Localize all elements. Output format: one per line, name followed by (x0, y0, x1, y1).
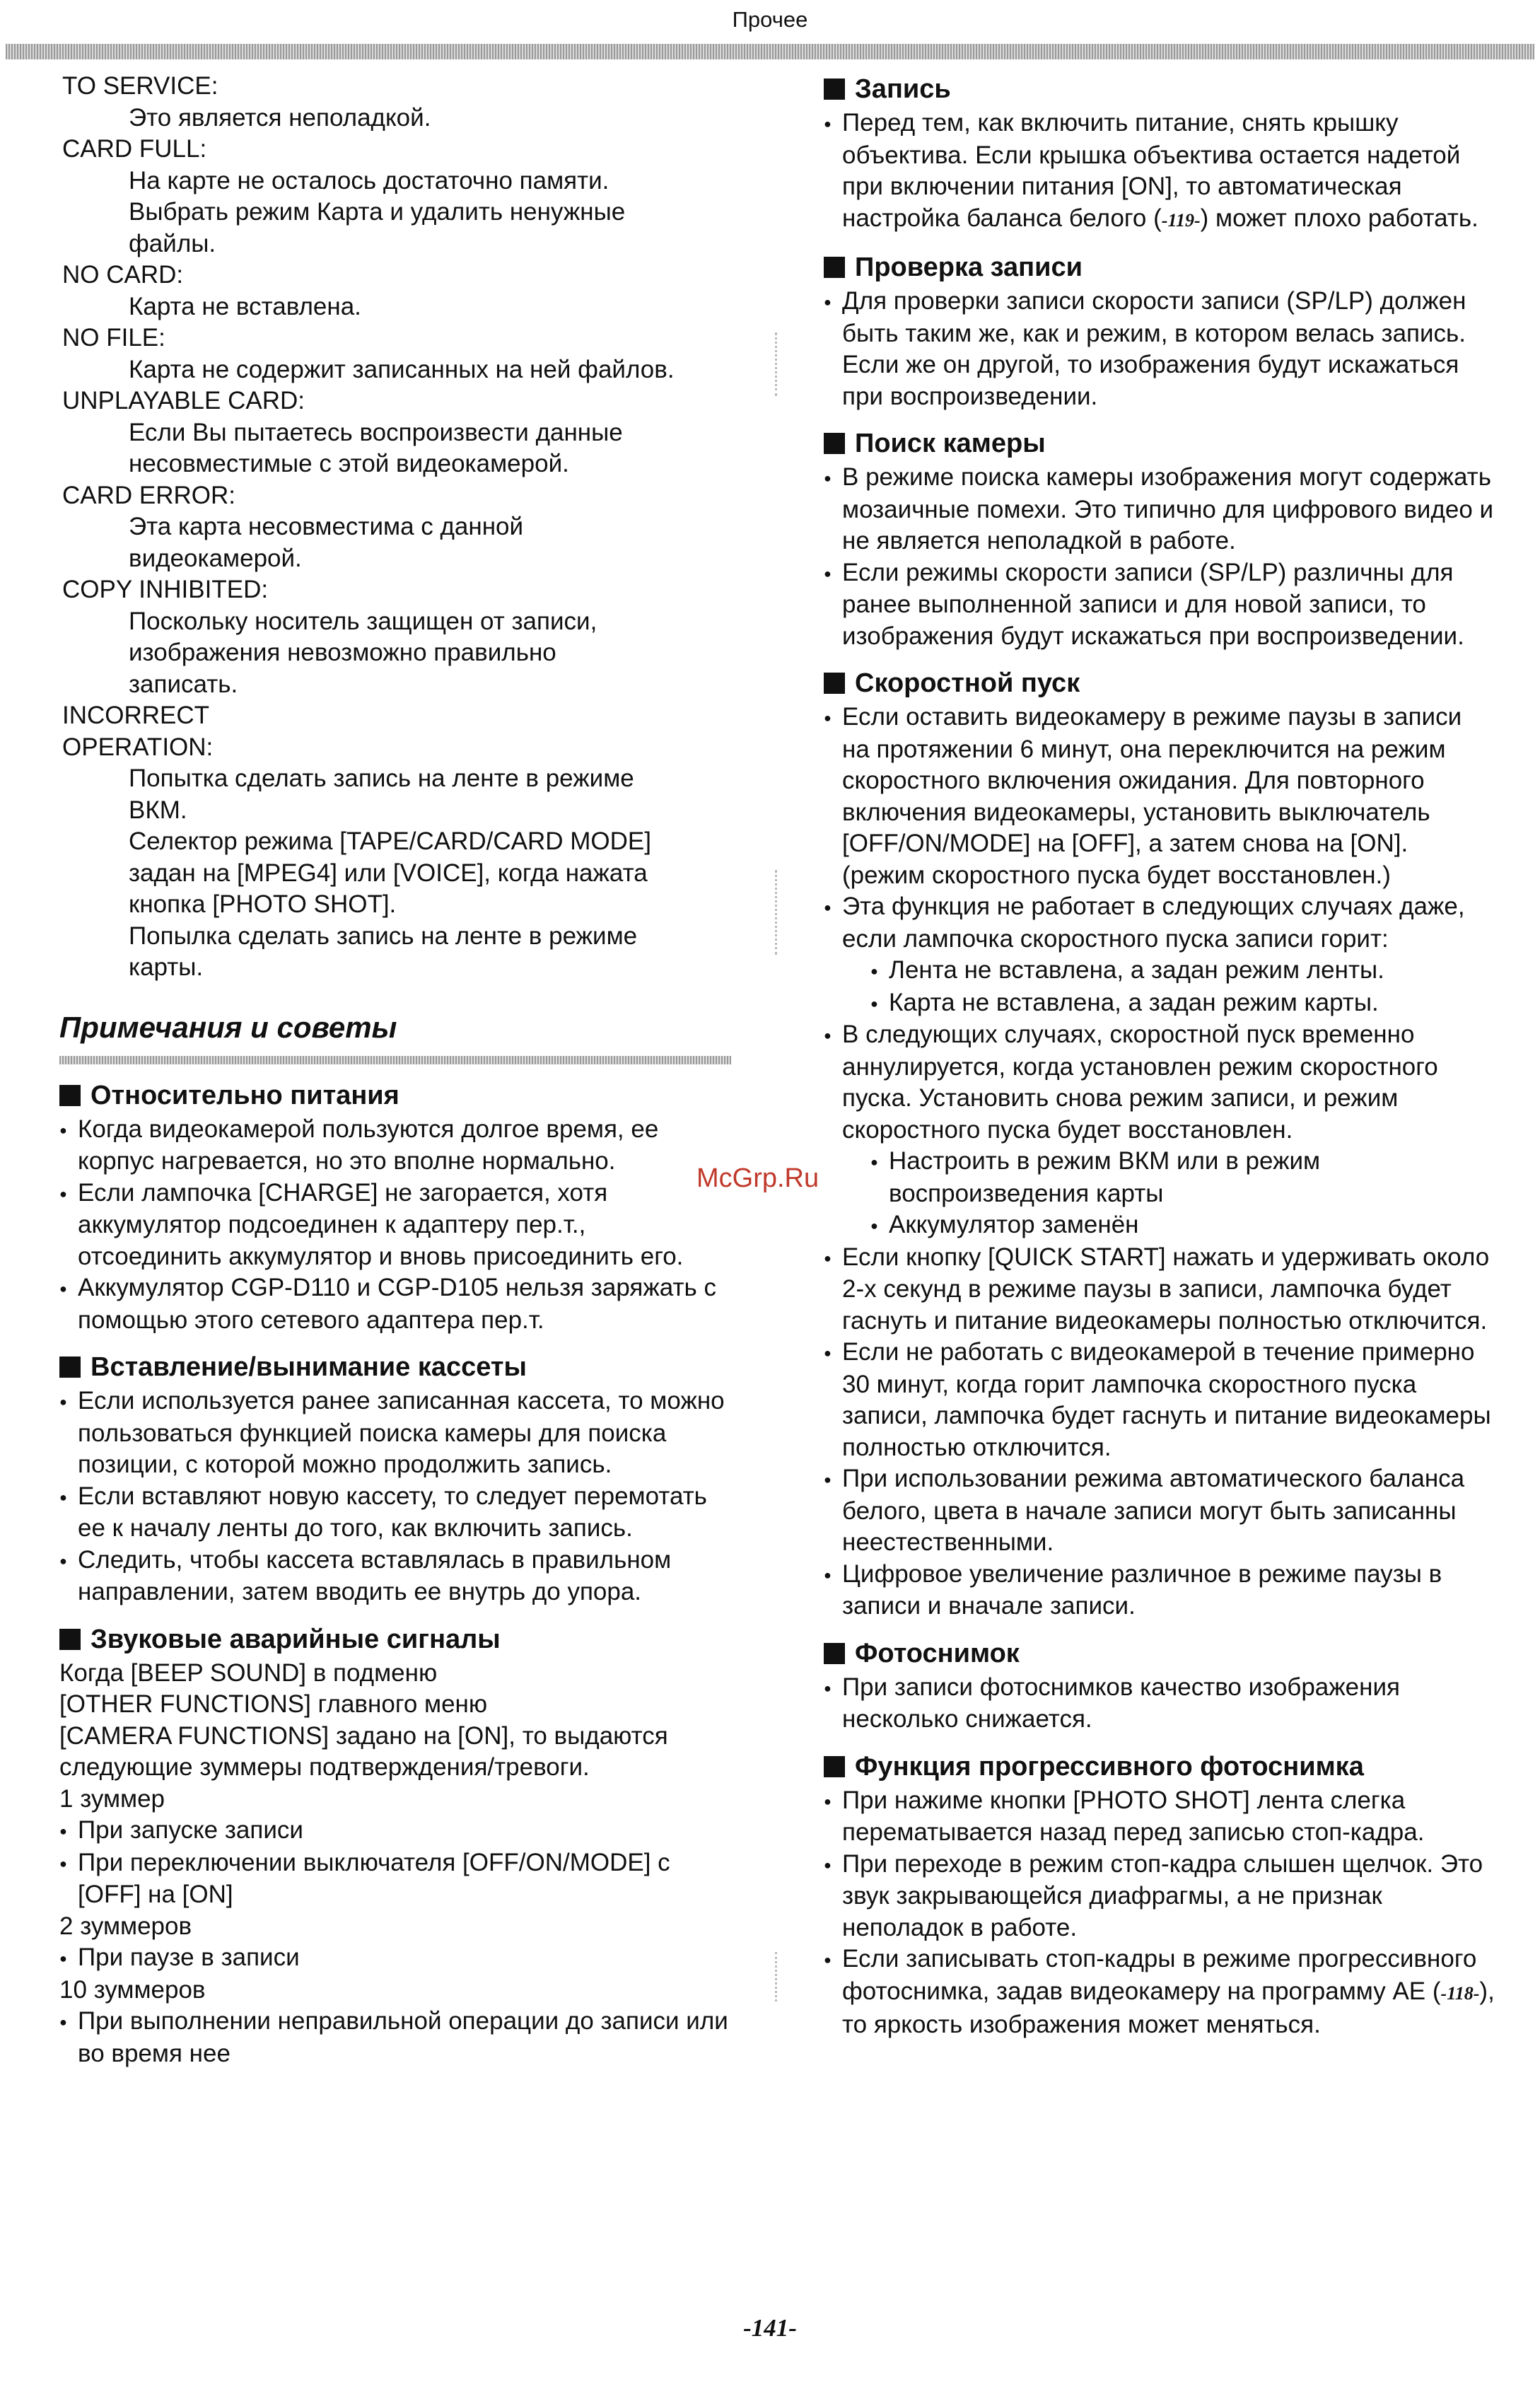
bullet-item: ● При запуске записи (59, 1815, 731, 1847)
message-code: CARD ERROR: (62, 481, 236, 509)
bullet-item: ● Эта функция не работает в следующих случаях даже, если лампочка скоростного пуска записи горит: (824, 891, 1495, 955)
message-description: ВКМ. (129, 796, 187, 824)
message-code: TO SERVICE: (62, 72, 218, 100)
header-band (6, 44, 1534, 59)
message-code: COPY INHIBITED: (62, 576, 269, 603)
message-description: Карта не вставлена. (129, 292, 361, 320)
bullet-item: ● Если режимы скорости записи (SP/LP) различны для ранее выполненной записи и для новой записи, то изображения будут искажаться при воспроизведении. (824, 557, 1495, 653)
message-description: Попылка сделать запись на ленте в режиме (129, 922, 638, 950)
message-description: Селектор режима [TAPE/CARD/CARD MODE] (129, 827, 651, 855)
bullet-item: ● Если кнопку [QUICK START] нажать и удерживать около 2-х секунд в режиме паузы в записи, лампочка будет гаснуть и питание видеокамеры полностью отключится. (824, 1242, 1495, 1337)
section-title: Поиск камеры (824, 425, 1495, 462)
message-description: На карте не осталось достаточно памяти. (129, 166, 609, 194)
beep-intro (59, 1658, 731, 1784)
bullet-item: ● Когда видеокамерой пользуются долгое время, ее корпус нагревается, но это вполне нормально. (59, 1114, 731, 1178)
section-title: Проверка записи (824, 249, 1495, 286)
message-description: кнопка [PHOTO SHOT]. (129, 890, 397, 918)
bullet-item: ● В режиме поиска камеры изображения могут содержать мозаичные помехи. Это типично для цифрового видео и не является неполадкой в работе. (824, 462, 1495, 557)
bullet-item: ● Если используется ранее записанная кассета, то можно пользоваться функцией поиска камеры для поиска позиции, с которой можно продолжить запись. (59, 1385, 731, 1481)
message-code: INCORRECT (62, 702, 210, 729)
beep-intro-line: следующие зуммеры подтверждения/тревоги. (59, 1753, 590, 1781)
message-code: UNPLAYABLE CARD: (62, 387, 305, 414)
bullet-item: ● При записи фотоснимков качество изображения несколько снижается. (824, 1672, 1495, 1736)
section-title: Запись (824, 71, 1495, 108)
bullet-item: ● Аккумулятор CGP-D110 и CGP-D105 нельзя заряжать с помощью этого сетевого адаптера пер.т. (59, 1272, 731, 1336)
bullet-item: ● При переключении выключателя [OFF/ON/MODE] с [OFF] на [ON] (59, 1847, 731, 1911)
message-description: Выбрать режим Карта и удалить ненужные (129, 198, 626, 226)
bullet-item: ● Следить, чтобы кассета вставлялась в правильном направлении, затем вводить ее внутрь до упора. (59, 1545, 731, 1608)
bullet-item: ● При выполнении неправильной операции до записи или во время нее (59, 2006, 731, 2069)
sub-bullet-item: ● Настроить в режим ВКМ или в режим воспроизведения карты (824, 1146, 1495, 1209)
left-sections (59, 1077, 731, 1608)
message-code: NO FILE: (62, 324, 165, 352)
section-title: Скоростной пуск (824, 665, 1495, 702)
beep-intro-line: Когда [BEEP SOUND] в подменю (59, 1658, 438, 1687)
bullet-item: ● В следующих случаях, скоростной пуск временно аннулируется, когда установлен режим скоростного пуска. Установить снова режим записи, и режим скоростного пуска будет восстановлен. (824, 1019, 1495, 1146)
right-column (824, 71, 1495, 2041)
notes-rule (59, 1056, 731, 1064)
bullet-item: ● Цифровое увеличение различное в режиме паузы в записи и вначале записи. (824, 1559, 1495, 1622)
bullet-item: ● При нажиме кнопки [PHOTO SHOT] лента слегка перематывается назад перед записью стоп-кадра. (824, 1785, 1495, 1849)
sub-bullet-item: ● Аккумулятор заменён (824, 1209, 1495, 1242)
notes-title: Примечания и советы (59, 1010, 397, 1044)
page-number: -141- (743, 2314, 797, 2342)
beep-count: 2 зуммеров (59, 1912, 192, 1940)
column-divider-dots (775, 870, 780, 955)
beep-count: 10 зуммеров (59, 1975, 206, 2004)
bullet-item: ● Перед тем, как включить питание, снять крышку объектива. Если крышка объектива остается надетой при включении питания [ON], то автоматическая настройка баланса белого (-119-) может плохо работать. (824, 108, 1495, 236)
message-description: задан на [MPEG4] или [VOICE], когда нажата (129, 859, 648, 887)
message-description: Если Вы пытаетесь воспроизвести данные (129, 418, 623, 446)
page-reference: -119- (1161, 209, 1201, 231)
message-description: видеокамерой. (129, 544, 302, 572)
message-code: NO CARD: (62, 261, 184, 289)
bullet-item: ● Если вставляют новую кассету, то следует перемотать ее к началу ленты до того, как включить запись. (59, 1481, 731, 1545)
column-divider-dots (775, 332, 780, 396)
beep-count: 1 зуммер (59, 1784, 165, 1813)
sub-bullet-item: ● Лента не вставлена, а задан режим ленты. (824, 955, 1495, 987)
bullet-item: ● При переходе в режим стоп-кадра слышен щелчок. Это звук закрывающейся диафрагмы, а не признак неполадок в работе. (824, 1849, 1495, 1944)
column-divider-dots (775, 1952, 780, 2002)
beep-intro-line: [OTHER FUNCTIONS] главного меню (59, 1690, 488, 1718)
message-description: несовместимые с этой видеокамерой. (129, 450, 569, 477)
watermark: McGrp.Ru (696, 1163, 819, 1193)
message-description: файлы. (129, 229, 216, 257)
message-description: Это является неполадкой. (129, 103, 431, 132)
bullet-item: ● Если оставить видеокамеру в режиме паузы в записи на протяжении 6 минут, она переключится на режим скоростного включения ожидания. Для повторного включения видеокамеры, установить выключатель [OFF/ON/MODE] на [OFF], а затем снова на [ON]. (режим скоростного пуска будет восстановлен.) (824, 702, 1495, 891)
section-title: Относительно питания (59, 1077, 731, 1114)
section-title: Функция прогрессивного фотоснимка (824, 1748, 1495, 1785)
bullet-item: ● Если записывать стоп-кадры в режиме прогрессивного фотоснимка, задав видеокамеру на программу AE (-118-), то яркость изображения может меняться. (824, 1944, 1495, 2041)
message-description: Попытка сделать запись на ленте в режиме (129, 765, 634, 792)
page-reference: -118- (1440, 1982, 1480, 2004)
message-description: Карта не содержит записанных на ней файлов. (129, 355, 675, 383)
message-description: карты. (129, 953, 204, 981)
messages-list (59, 71, 731, 984)
bullet-item: ● При использовании режима автоматического баланса белого, цвета в начале записи могут быть записанны неестественными. (824, 1463, 1495, 1559)
message-description: изображения невозможно правильно (129, 639, 556, 666)
message-code: CARD FULL: (62, 135, 207, 163)
message-description: Эта карта несовместима с данной (129, 513, 524, 540)
bullet-item: ● При паузе в записи (59, 1942, 731, 1975)
bullet-item: ● Для проверки записи скорости записи (SP/LP) должен быть таким же, как и режим, в котором велась запись. Если же он другой, то изображения будут искажаться при воспроизведении. (824, 286, 1495, 412)
message-code: OPERATION: (62, 733, 214, 761)
message-description: Поскольку носитель защищен от записи, (129, 607, 597, 635)
bullet-item: ● Если лампочка [CHARGE] не загорается, хотя аккумулятор подсоединен к адаптеру пер.т., отсоединить аккумулятор и вновь присоединить его. (59, 1178, 731, 1273)
section-title: Звуковые аварийные сигналы (59, 1621, 731, 1658)
left-column (59, 71, 731, 2069)
sub-bullet-item: ● Карта не вставлена, а задан режим карты. (824, 987, 1495, 1020)
section-title: Фотоснимок (824, 1635, 1495, 1672)
message-description: записать. (129, 670, 238, 698)
bullet-item: ● Если не работать с видеокамерой в течение примерно 30 минут, когда горит лампочка скоростного пуска записи, лампочка будет гаснуть и питание видеокамеры полностью отключится. (824, 1337, 1495, 1463)
page-header: Прочее (732, 7, 808, 32)
section-title: Вставление/вынимание кассеты (59, 1349, 731, 1385)
beep-intro-line: [CAMERA FUNCTIONS] задано на [ON], то выдаются (59, 1721, 668, 1750)
